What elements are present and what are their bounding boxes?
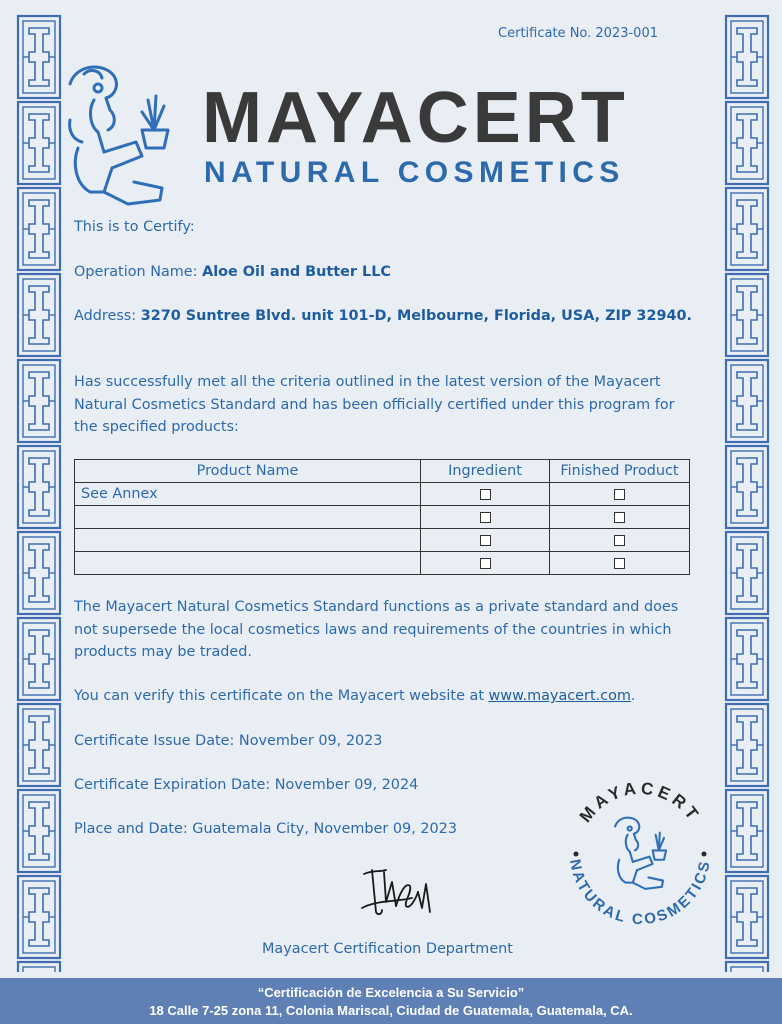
brand-name: MAYACERT xyxy=(202,78,629,158)
finished-product-checkbox[interactable] xyxy=(614,558,625,569)
address-value: 3270 Suntree Blvd. unit 101-D, Melbourne, Florida, USA, ZIP 32940. xyxy=(140,308,692,324)
address-line xyxy=(74,305,692,328)
verify-prefix: You can verify this certificate on the Mayacert website at xyxy=(74,688,489,704)
seal-logo xyxy=(556,770,724,938)
website-link[interactable]: www.mayacert.com xyxy=(488,688,631,704)
product-name-cell xyxy=(75,529,421,552)
ingredient-checkbox[interactable] xyxy=(480,535,491,546)
footer-motto: “Certificación de Excelencia a Su Servicio” xyxy=(257,985,525,1000)
svg-text:NATURAL COSMETICS: NATURAL COSMETICS xyxy=(566,857,714,929)
brand-subtitle: NATURAL COSMETICS xyxy=(204,156,625,189)
ingredient-checkbox[interactable] xyxy=(480,512,491,523)
issue-date: Certificate Issue Date: November 09, 2023 xyxy=(74,733,383,749)
ingredient-checkbox[interactable] xyxy=(480,558,491,569)
verify-line xyxy=(74,685,635,708)
signature-image xyxy=(356,862,436,922)
expiration-date: Certificate Expiration Date: November 09, 2024 xyxy=(74,777,419,793)
footer-address: 18 Calle 7-25 zona 11, Colonia Mariscal, Ciudad de Guatemala, Guatemala, CA. xyxy=(149,1003,633,1018)
finished-product-checkbox[interactable] xyxy=(614,535,625,546)
footer-bar xyxy=(0,978,782,1024)
mayan-border-pattern-icon xyxy=(724,14,770,972)
operation-name-line xyxy=(74,261,391,284)
mayan-border-pattern-icon xyxy=(16,14,62,972)
table-row xyxy=(75,552,690,575)
table-header-row xyxy=(75,460,690,483)
address-label: Address: xyxy=(74,308,141,324)
product-name-cell xyxy=(75,552,421,575)
table-row xyxy=(75,483,690,506)
product-name-cell: See Annex xyxy=(75,483,421,506)
ingredient-checkbox[interactable] xyxy=(480,489,491,500)
certify-intro: This is to Certify: xyxy=(74,219,195,235)
place-and-date: Place and Date: Guatemala City, November 09, 2023 xyxy=(74,821,457,837)
certification-department: Mayacert Certification Department xyxy=(262,941,513,957)
operation-name-label: Operation Name: xyxy=(74,264,203,280)
verify-suffix: . xyxy=(630,688,636,704)
table-row xyxy=(75,506,690,529)
certificate-number: Certificate No. 2023-001 xyxy=(498,26,658,41)
criteria-paragraph: Has successfully met all the criteria outlined in the latest version of the Mayacert Natural Cosmetics Standard and has been officially certified under this program for the specified products: xyxy=(74,374,675,435)
product-name-cell xyxy=(75,506,421,529)
products-table xyxy=(74,459,690,575)
column-header-finished-product: Finished Product xyxy=(550,460,690,483)
standard-note-paragraph: The Mayacert Natural Cosmetics Standard functions as a private standard and does not supersede the local cosmetics laws and requirements of the countries in which products may be traded. xyxy=(74,599,679,660)
column-header-ingredient: Ingredient xyxy=(421,460,550,483)
column-header-product-name: Product Name xyxy=(75,460,421,483)
mayan-figure-emblem-icon xyxy=(64,60,172,212)
operation-name-value: Aloe Oil and Butter LLC xyxy=(202,264,391,280)
finished-product-checkbox[interactable] xyxy=(614,512,625,523)
finished-product-checkbox[interactable] xyxy=(614,489,625,500)
table-row xyxy=(75,529,690,552)
svg-text:MAYACERT: MAYACERT xyxy=(575,778,705,827)
